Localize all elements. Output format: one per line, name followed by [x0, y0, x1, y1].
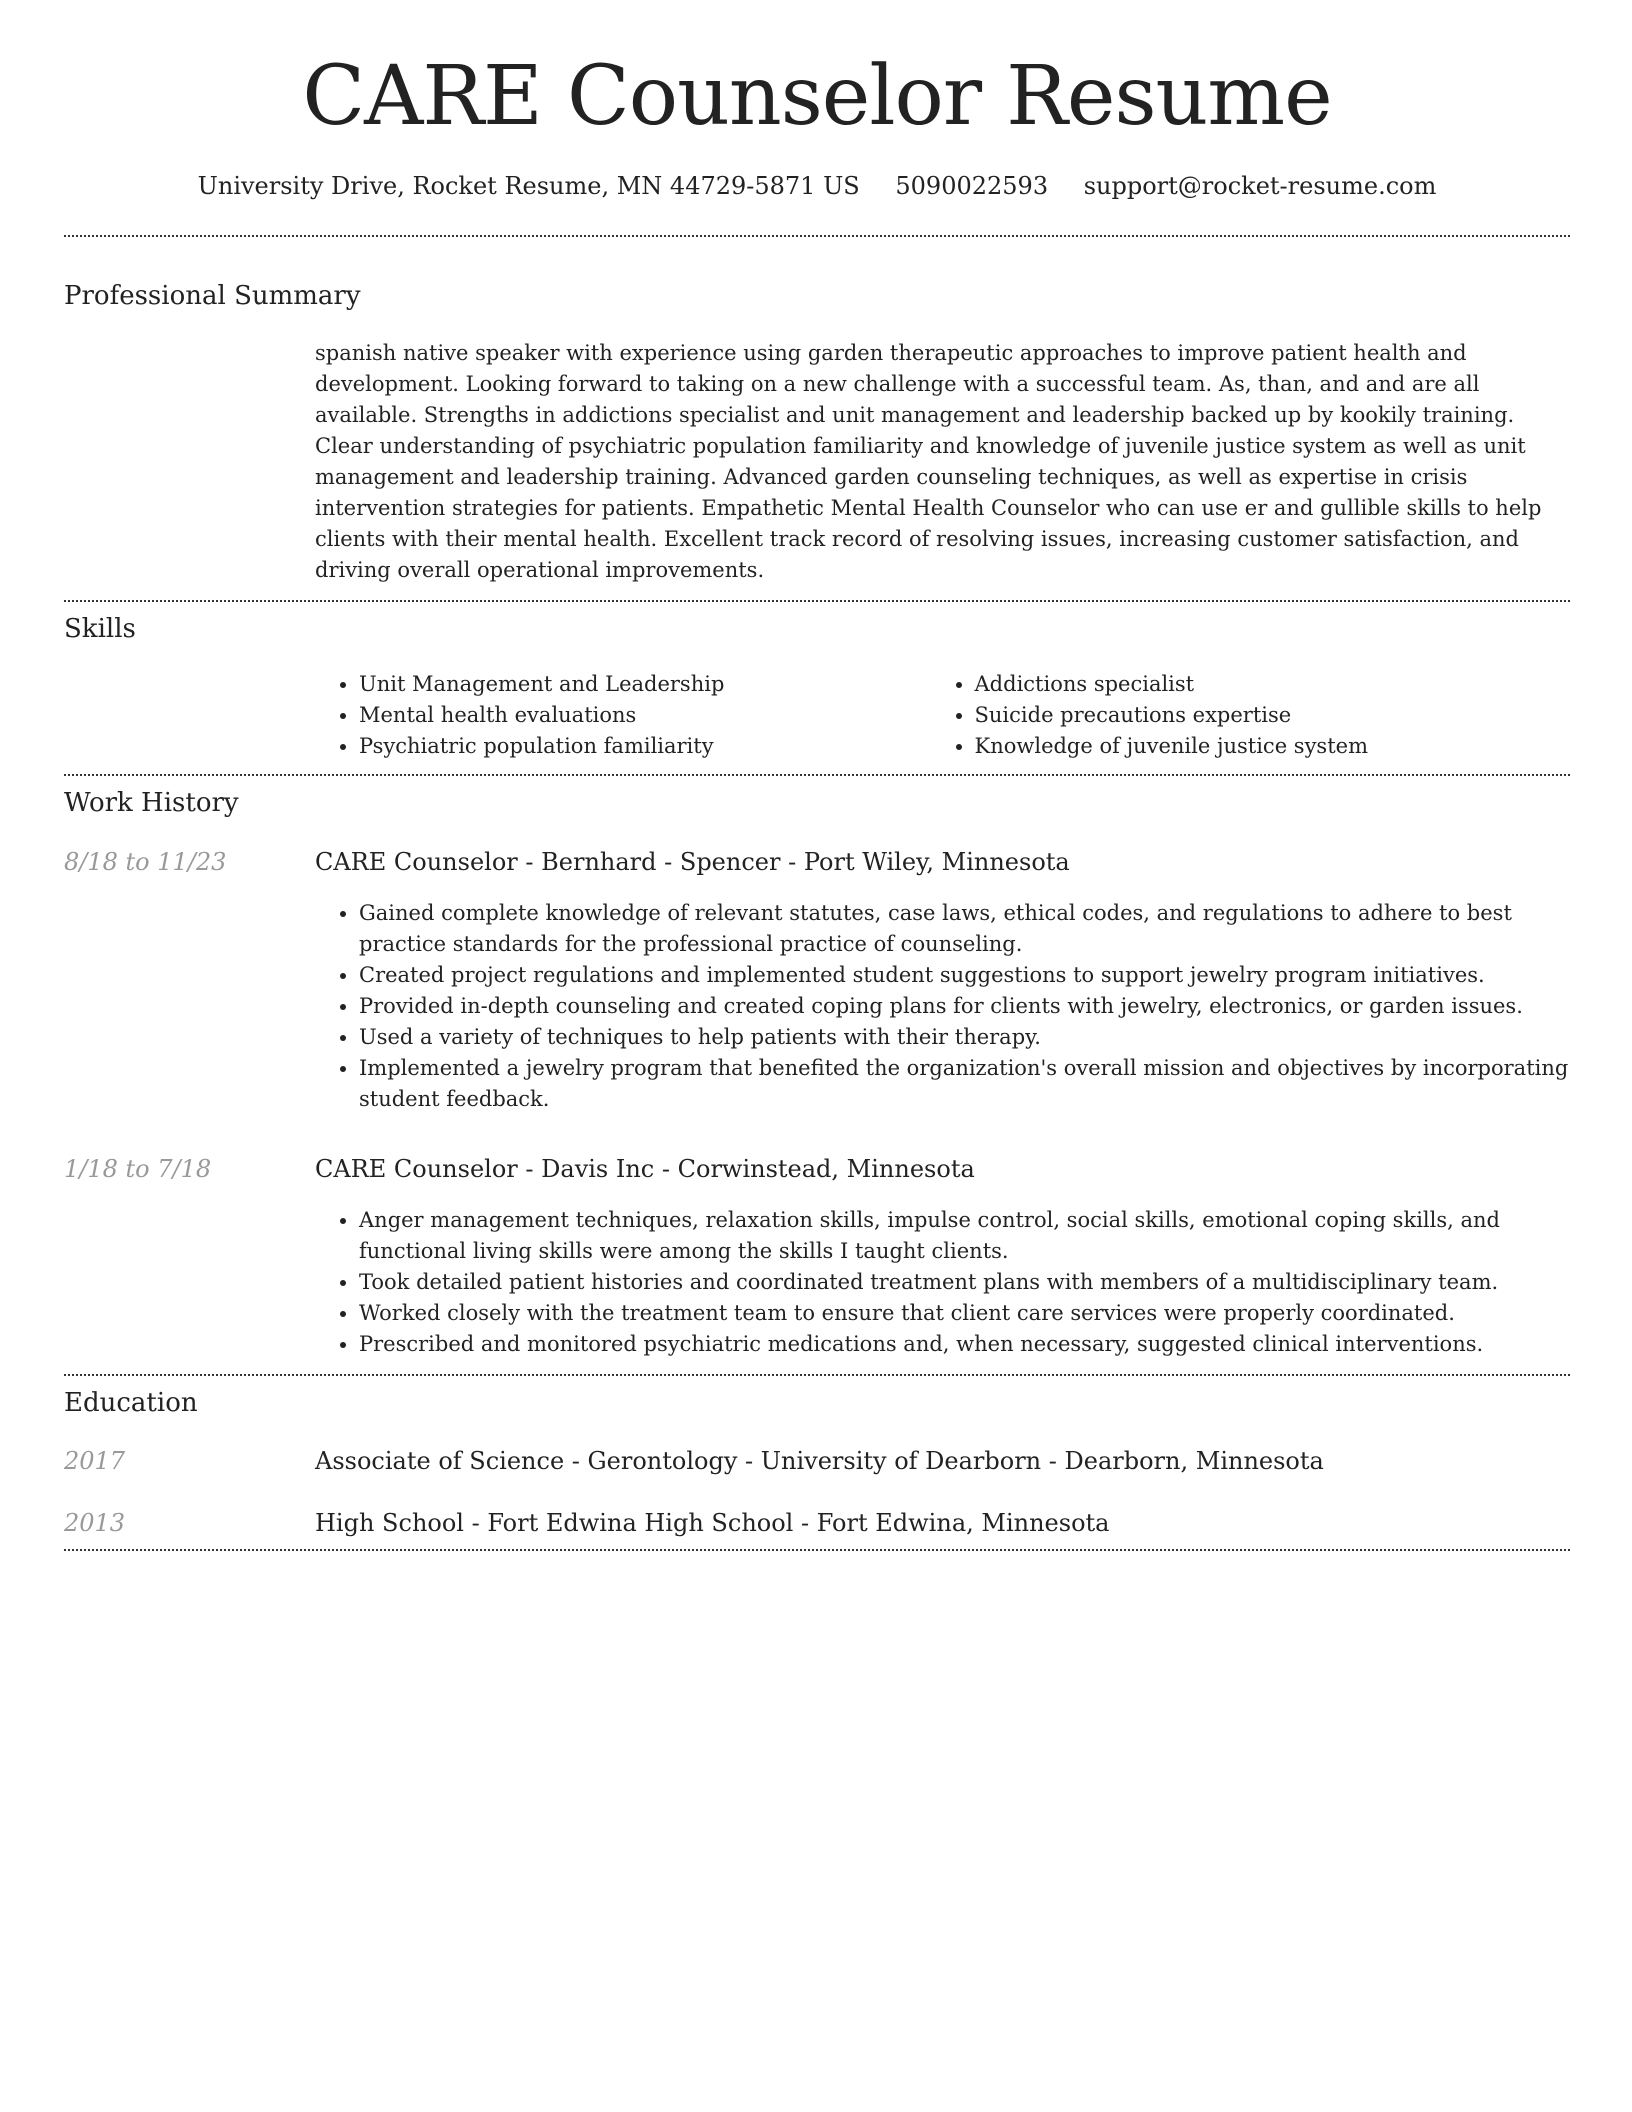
education-section — [64, 1376, 1570, 1549]
skills-heading: Skills — [64, 614, 136, 645]
job-location: Port Wiley, Minnesota — [803, 847, 1070, 876]
separator: - — [793, 1508, 817, 1537]
job-bullets — [315, 898, 1570, 1115]
job-company: Bernhard - Spencer — [541, 847, 781, 876]
job-dates: 1/18 to 7/18 — [64, 1154, 212, 1183]
job-bullet: • Gained complete knowledge of relevant statutes, case laws, ethical codes, and regulations to adhere to best practice standards for the professional practice of counseling. — [359, 898, 1570, 960]
resume-page — [64, 0, 1570, 1551]
education-details — [315, 1509, 1109, 1537]
job-bullets — [315, 1205, 1570, 1360]
job-location: Corwinstead, Minnesota — [677, 1154, 975, 1183]
job-bullet: • Used a variety of techniques to help patients with their therapy. — [359, 1022, 1570, 1053]
education-degree: Associate of Science - Gerontology — [315, 1446, 738, 1475]
job-bullet: • Worked closely with the treatment team to ensure that client care services were properly coordinated. — [359, 1298, 1570, 1329]
contact-address: University Drive, Rocket Resume, MN 44729-5871 US — [197, 172, 860, 201]
job-entry — [64, 848, 1570, 1115]
contact-info — [64, 172, 1570, 201]
job-bullet: • Provided in-depth counseling and created coping plans for clients with jewelry, electronics, or garden issues. — [359, 991, 1570, 1022]
work-history-section — [64, 776, 1570, 1373]
job-entry — [64, 1155, 1570, 1374]
education-location: Fort Edwina, Minnesota — [816, 1508, 1110, 1537]
summary-heading: Professional Summary — [64, 280, 361, 311]
skill-item: • Knowledge of juvenile justice system — [975, 731, 1570, 762]
summary-text: spanish native speaker with experience using garden therapeutic approaches to improve patient health and development. Looking forward to taking on a new challenge with a successful team. As, than, and and are all available. Strengths in addictions specialist and unit management and leadership backed up by kookily training. Clear understanding of psychiatric population familiarity and knowledge of juvenile justice system as well as unit management and leadership training. Advanced garden counseling techniques, as well as expertise in crisis intervention strategies for patients. Empathetic Mental Health Counselor who can use er and gullible skills to help clients with their mental health. Excellent track record of resolving issues, increasing customer satisfaction, and driving overall operational improvements. — [315, 341, 1542, 583]
skills-list-left — [315, 669, 931, 762]
education-heading: Education — [64, 1387, 198, 1418]
separator: - — [463, 1508, 488, 1537]
contact-phone: 5090022593 — [895, 172, 1049, 201]
work-history-heading: Work History — [64, 788, 239, 819]
job-bullet: • Implemented a jewelry program that benefited the organization's overall mission and objectives by incorporating student feedback. — [359, 1053, 1570, 1115]
education-school: Fort Edwina High School — [487, 1508, 794, 1537]
education-degree: High School — [315, 1508, 464, 1537]
skills-section — [64, 602, 1570, 774]
skills-list-right — [931, 669, 1570, 762]
job-bullet: • Prescribed and monitored psychiatric medications and, when necessary, suggested clinical interventions. — [359, 1329, 1570, 1360]
section-divider — [64, 1549, 1570, 1551]
resume-title: CARE Counselor Resume — [302, 49, 1332, 144]
skill-item: • Mental health evaluations — [359, 700, 931, 731]
job-heading — [315, 1155, 975, 1183]
education-entry — [64, 1509, 1570, 1537]
separator: - — [517, 1154, 542, 1183]
skill-item: • Psychiatric population familiarity — [359, 731, 931, 762]
job-bullet: • Took detailed patient histories and coordinated treatment plans with members of a multidisciplinary team. — [359, 1267, 1570, 1298]
education-school: University of Dearborn — [760, 1446, 1042, 1475]
job-bullet: • Created project regulations and implemented student suggestions to support jewelry program initiatives. — [359, 960, 1570, 991]
summary-section — [64, 237, 1570, 600]
job-bullet: • Anger management techniques, relaxation skills, impulse control, social skills, emotional coping skills, and functional living skills were among the skills I taught clients. — [359, 1205, 1570, 1267]
education-location: Dearborn, Minnesota — [1064, 1446, 1324, 1475]
separator: - — [737, 1446, 761, 1475]
education-year: 2013 — [64, 1508, 126, 1537]
job-dates: 8/18 to 11/23 — [64, 847, 227, 876]
job-company: Davis Inc — [541, 1154, 655, 1183]
separator: - — [780, 847, 804, 876]
skills-columns — [315, 669, 1570, 774]
job-heading — [315, 848, 1070, 876]
separator: - — [654, 1154, 678, 1183]
education-details — [315, 1447, 1324, 1475]
skill-item: • Addictions specialist — [975, 669, 1570, 700]
separator: - — [1041, 1446, 1065, 1475]
job-title: CARE Counselor — [315, 847, 518, 876]
skill-item: • Suicide precautions expertise — [975, 700, 1570, 731]
job-title: CARE Counselor — [315, 1154, 518, 1183]
education-year: 2017 — [64, 1446, 126, 1475]
education-entry — [64, 1447, 1570, 1475]
separator: - — [517, 847, 542, 876]
skill-item: • Unit Management and Leadership — [359, 669, 931, 700]
contact-email: support@rocket-resume.com — [1083, 172, 1437, 201]
